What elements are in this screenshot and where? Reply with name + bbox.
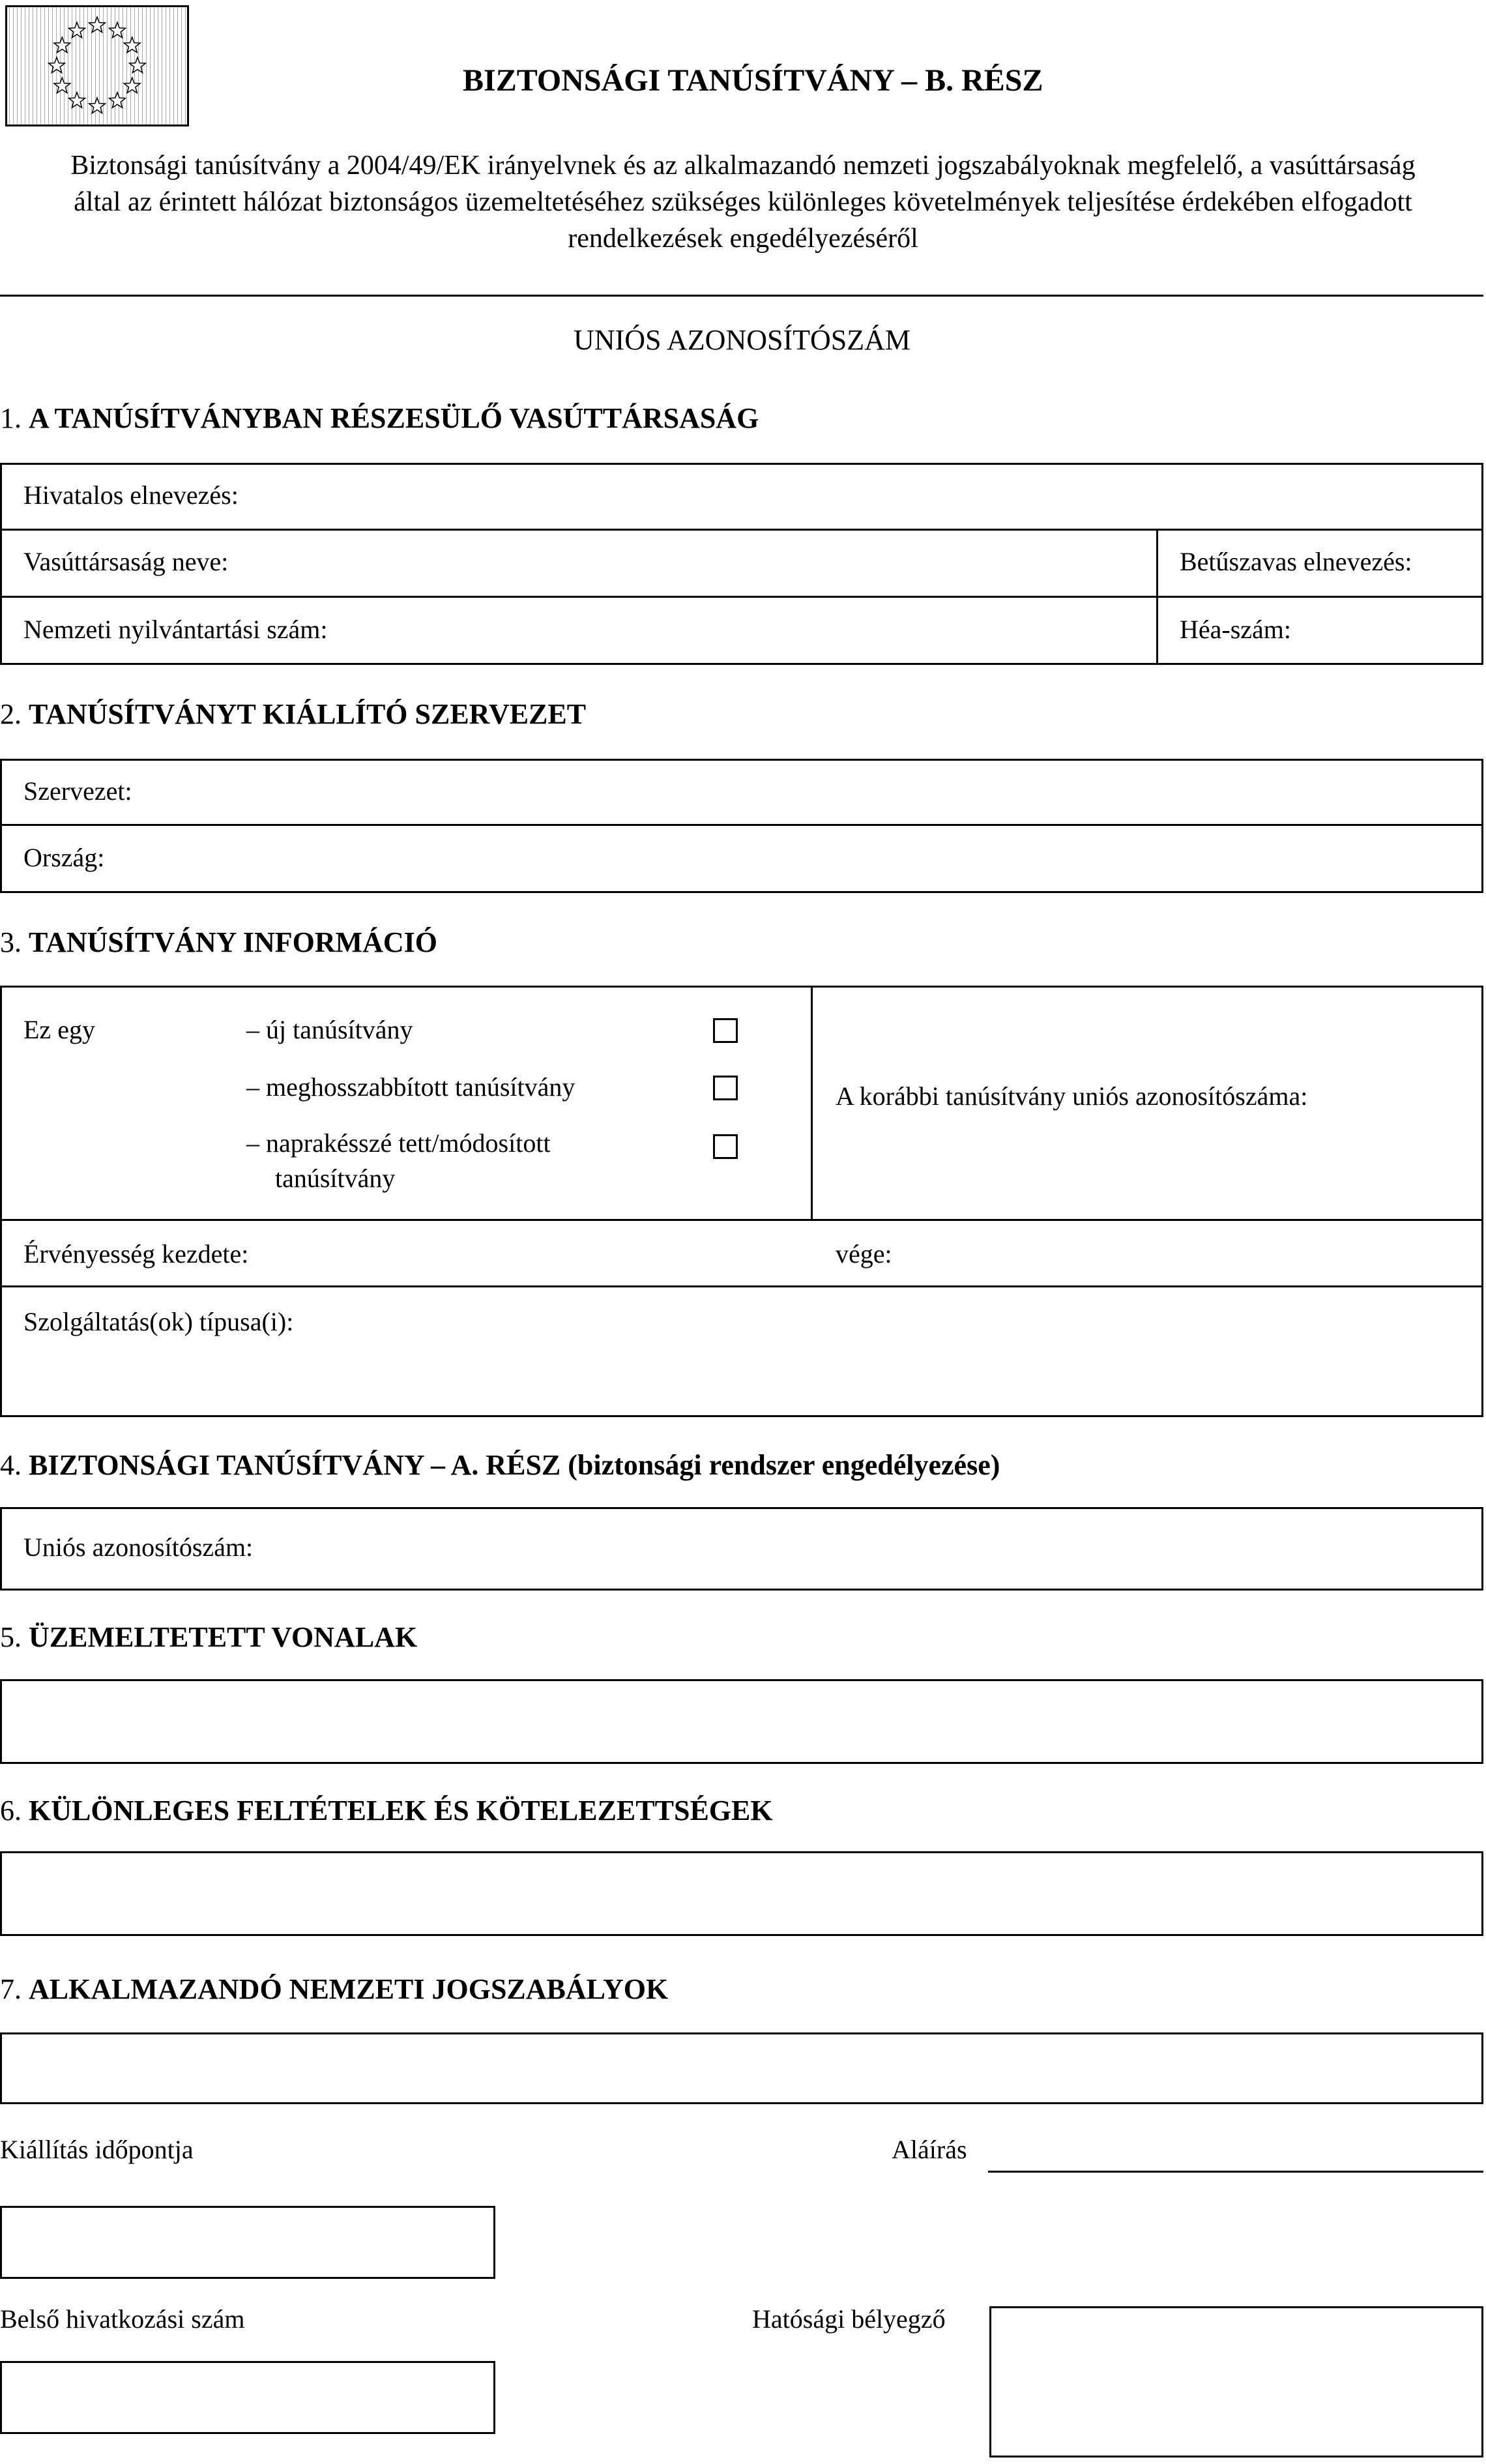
service-types-label: Szolgáltatás(ok) típusa(i): xyxy=(23,1307,294,1336)
signature-label: Aláírás xyxy=(892,2135,967,2164)
section-2-title: TANÚSÍTVÁNYT KIÁLLÍTÓ SZERVEZET xyxy=(29,698,587,730)
eu-id-heading: UNIÓS AZONOSÍTÓSZÁM xyxy=(574,324,911,356)
issue-date-label: Kiállítás időpontja xyxy=(0,2135,194,2164)
s3-row-divider-2 xyxy=(0,1285,1483,1287)
issue-date-box[interactable] xyxy=(0,2206,495,2279)
vat-label: Héa-szám: xyxy=(1180,615,1292,644)
s3-col-divider xyxy=(811,986,813,1220)
internal-ref-box[interactable] xyxy=(0,2361,495,2434)
section-2-number: 2. xyxy=(0,698,22,730)
intro-line-2: által az érintett hálózat biztonságos üzemeltetéséhez szükséges különleges követelmények teljesítése érdekében elfogadott xyxy=(74,187,1412,217)
section-5-number: 5. xyxy=(0,1621,22,1653)
intro-line-3: rendelkezések engedélyezéséről xyxy=(568,224,918,254)
s1-row-divider-2 xyxy=(0,596,1483,598)
stamp-box[interactable] xyxy=(989,2306,1483,2457)
signature-line[interactable] xyxy=(988,2171,1483,2173)
official-name-label: Hivatalos elnevezés: xyxy=(23,480,239,510)
s2-row-divider xyxy=(0,824,1483,826)
section-7-heading xyxy=(0,1975,668,2004)
section-2-heading xyxy=(0,700,586,729)
validity-start-label: Érvényesség kezdete: xyxy=(23,1239,249,1269)
company-name-label: Vasúttársaság neve: xyxy=(23,547,229,576)
option-updated-label-1: – naprakésszé tett/módosított xyxy=(246,1128,551,1158)
page-title: BIZTONSÁGI TANÚSÍTVÁNY – B. RÉSZ xyxy=(463,63,1043,98)
eu-id-field-label: Uniós azonosítószám: xyxy=(23,1533,254,1562)
national-reg-label: Nemzeti nyilvántartási szám: xyxy=(23,615,328,644)
stamp-label: Hatósági bélyegző xyxy=(752,2304,946,2334)
country-label: Ország: xyxy=(23,843,105,872)
this-is-label: Ez egy xyxy=(23,1015,95,1044)
section-7-box[interactable] xyxy=(0,2032,1483,2104)
section-4-heading xyxy=(0,1451,1000,1480)
section-5-title: ÜZEMELTETETT VONALAK xyxy=(29,1621,418,1653)
validity-end-label: vége: xyxy=(836,1239,892,1269)
option-renewed-label: – meghosszabbított tanúsítvány xyxy=(246,1072,575,1102)
organization-label: Szervezet: xyxy=(23,776,132,806)
section-7-number: 7. xyxy=(0,1973,22,2005)
section-1-title: A TANÚSÍTVÁNYBAN RÉSZESÜLŐ VASÚTTÁRSASÁG xyxy=(29,402,759,434)
section-3-number: 3. xyxy=(0,926,22,958)
checkbox-renewed[interactable] xyxy=(713,1076,738,1100)
section-1-heading xyxy=(0,404,759,433)
checkbox-new[interactable] xyxy=(713,1018,738,1043)
header-divider xyxy=(0,295,1483,297)
section-5-heading xyxy=(0,1623,417,1652)
section-2-table xyxy=(0,759,1483,893)
s1-col-divider xyxy=(1156,529,1158,665)
previous-id-label: A korábbi tanúsítvány uniós azonosítószáma: xyxy=(836,1081,1308,1111)
internal-ref-label: Belső hivatkozási szám xyxy=(0,2304,245,2334)
section-6-box[interactable] xyxy=(0,1851,1483,1936)
section-3-title: TANÚSÍTVÁNY INFORMÁCIÓ xyxy=(29,926,438,958)
section-5-box[interactable] xyxy=(0,1679,1483,1764)
section-3-heading xyxy=(0,928,437,957)
eu-flag-icon xyxy=(5,5,189,126)
section-1-number: 1. xyxy=(0,402,22,434)
s3-row-divider-1 xyxy=(0,1219,1483,1221)
s1-row-divider-1 xyxy=(0,529,1483,531)
section-7-title: ALKALMAZANDÓ NEMZETI JOGSZABÁLYOK xyxy=(29,1973,669,2005)
section-3-table xyxy=(0,986,1483,1417)
section-4-number: 4. xyxy=(0,1449,22,1481)
section-6-title: KÜLÖNLEGES FELTÉTELEK ÉS KÖTELEZETTSÉGEK xyxy=(29,1795,773,1826)
option-new-label: – új tanúsítvány xyxy=(246,1015,413,1044)
checkbox-updated[interactable] xyxy=(713,1134,738,1159)
option-updated-label-2: tanúsítvány xyxy=(275,1164,396,1193)
section-6-heading xyxy=(0,1797,773,1825)
section-6-number: 6. xyxy=(0,1795,22,1826)
acronym-label: Betűszavas elnevezés: xyxy=(1180,547,1412,576)
intro-line-1: Biztonsági tanúsítvány a 2004/49/EK irányelvnek és az alkalmazandó nemzeti jogszabályoknak megfelelő, a vasúttársaság xyxy=(70,151,1416,181)
section-4-title: BIZTONSÁGI TANÚSÍTVÁNY – A. RÉSZ (biztonsági rendszer engedélyezése) xyxy=(29,1449,1000,1481)
